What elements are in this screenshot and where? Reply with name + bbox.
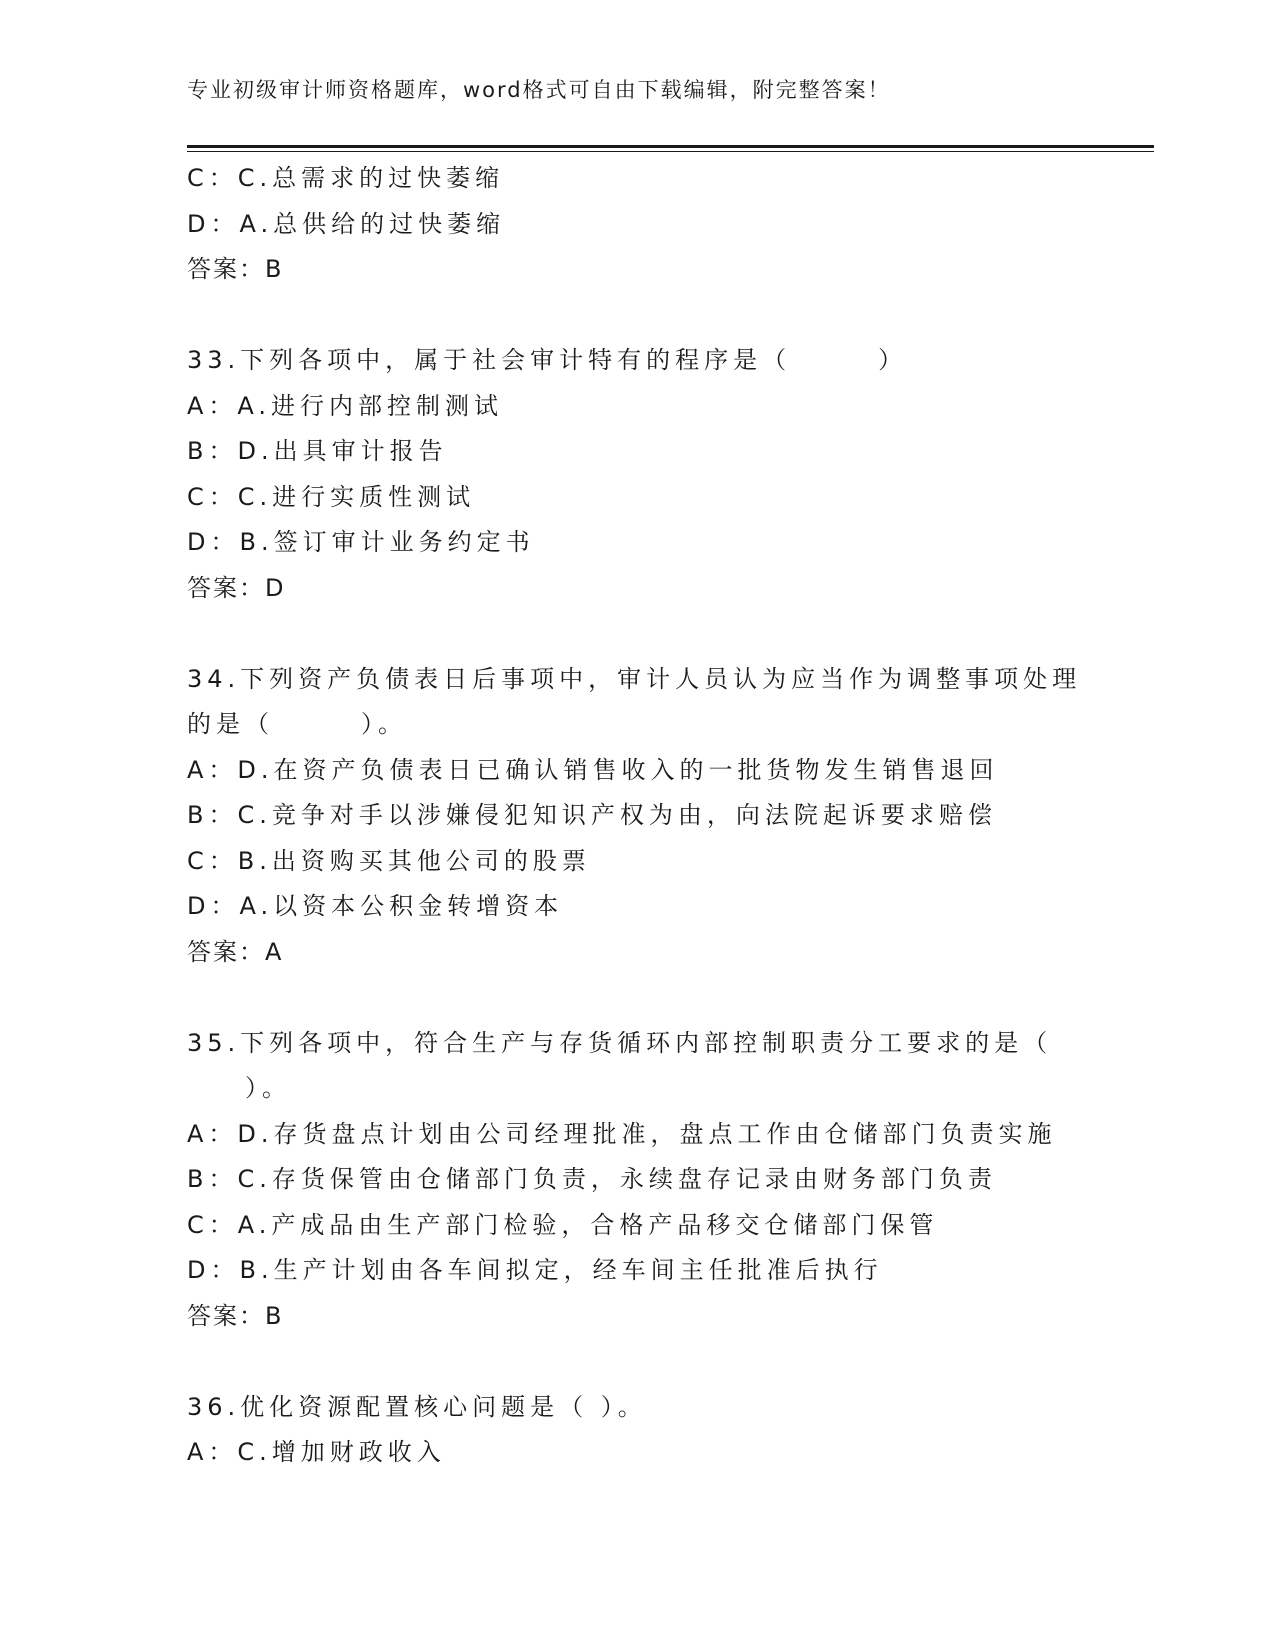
option-d: D：B.生产计划由各车间拟定，经车间主任批准后执行 [187,1256,883,1284]
option-c: C：C.总需求的过快萎缩 [187,164,505,192]
option-d: D：A.以资本公积金转增资本 [187,892,564,920]
option-a: A：A.进行内部控制测试 [187,391,504,420]
question-35 [187,1021,1087,1340]
question-stem-continued: ）。 [187,1074,291,1102]
answer: 答案：D [187,573,286,602]
header-rule-thick [187,145,1154,148]
option-a: A：C.增加财政收入 [187,1438,446,1466]
option-d: D：A.总供给的过快萎缩 [187,209,506,238]
answer: 答案：B [187,255,284,283]
question-33 [187,338,1087,611]
answer: 答案：A [187,937,284,966]
question-36 [187,1385,1087,1476]
option-b: B：D.出具审计报告 [187,437,448,465]
option-c: C：B.出资购买其他公司的股票 [187,846,591,875]
spacer [187,975,1087,1021]
answer: 答案：B [187,1301,284,1330]
option-d: D：B.签订审计业务约定书 [187,528,535,556]
question-stem: 35.下列各项中，符合生产与存货循环内部控制职责分工要求的是（ [187,1028,1053,1057]
option-b: B：C.存货保管由仓储部门负责，永续盘存记录由财务部门负责 [187,1165,997,1193]
spacer [187,1339,1087,1385]
option-c: C：A.产成品由生产部门检验，合格产品移交仓储部门保管 [187,1210,939,1239]
question-stem-continued: 的是（ ）。 [187,710,407,738]
option-b: B：C.竞争对手以涉嫌侵犯知识产权为由，向法院起诉要求赔偿 [187,801,997,829]
spacer [187,293,1087,339]
header-rule-thin [187,151,1154,152]
question-stem: 36.优化资源配置核心问题是（ ）。 [187,1392,647,1421]
question-34 [187,657,1087,976]
option-a: A：D.存货盘点计划由公司经理批准，盘点工作由仓储部门负责实施 [187,1119,1057,1148]
option-a: A：D.在资产负债表日已确认销售收入的一批货物发生销售退回 [187,755,999,784]
option-c: C：C.进行实质性测试 [187,482,476,511]
question-stem: 34.下列资产负债表日后事项中，审计人员认为应当作为调整事项处理 [187,664,1082,693]
page-header: 专业初级审计师资格题库，word格式可自由下载编辑，附完整答案！ [187,78,891,102]
continued-question [187,156,1087,293]
question-stem: 33.下列各项中，属于社会审计特有的程序是（ ） [187,346,908,374]
question-content [187,156,1087,1476]
spacer [187,611,1087,657]
